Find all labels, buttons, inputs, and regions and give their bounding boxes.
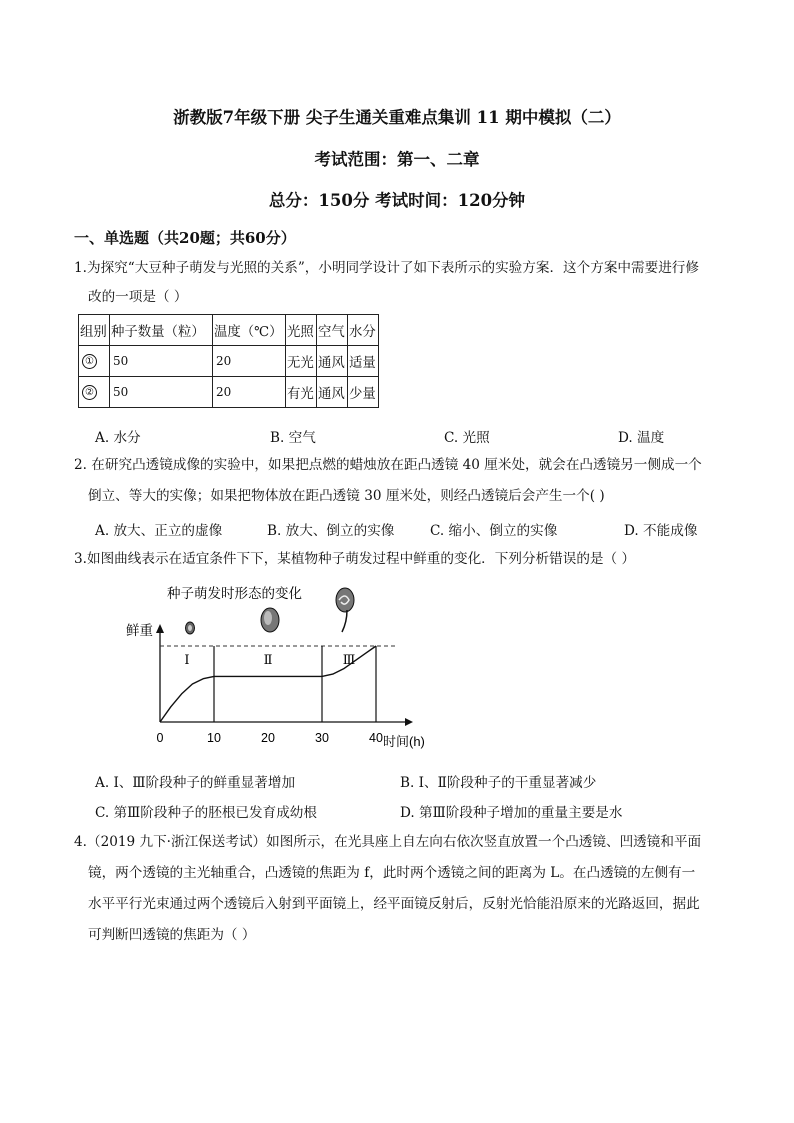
table-cell: 少量 [348, 377, 379, 408]
x-tick-label: 0 [156, 731, 164, 745]
q3-option-a: A. Ⅰ、Ⅲ阶段种子的鲜重显著增加 [95, 775, 296, 791]
chart-top-label: 种子萌发时形态的变化 [167, 586, 302, 601]
y-axis-arrow [156, 624, 164, 633]
q2-option-b: B. 放大、倒立的实像 [267, 523, 395, 539]
q3-stem-line1: 3.如图曲线表示在适宜条件下下，某植物种子萌发过程中鲜重的变化．下列分析错误的是（ ） [74, 551, 636, 567]
table-header-cell: 水分 [348, 315, 379, 346]
table-header-cell: 种子数量（粒） [110, 315, 213, 346]
stage-label: Ⅱ [263, 653, 273, 668]
x-tick-label: 40 [369, 731, 383, 745]
q4-stem-line4: 可判断凹透镜的焦距为（ ） [88, 927, 256, 943]
q1-option-a: A. 水分 [95, 430, 141, 446]
table-cell: 通风 [317, 377, 348, 408]
q3-option-d: D. 第Ⅲ阶段种子增加的重量主要是水 [400, 805, 623, 821]
q2-stem-line2: 倒立、等大的实像；如果把物体放在距凸透镜 30 厘米处，则经凸透镜后会产生一个( ) [88, 488, 605, 504]
q4-stem-line2: 镜，两个透镜的主光轴重合，凸透镜的焦距为 f，此时两个透镜之间的距离为 L。在凸透镜的左侧有一 [88, 865, 696, 881]
table-cell: 50 [110, 377, 213, 408]
q3-option-b: B. Ⅰ、Ⅱ阶段种子的干重显著减少 [400, 775, 597, 791]
q1-stem-line2: 改的一项是（ ） [88, 289, 188, 305]
exam-scope: 考试范围：第一、二章 [314, 150, 480, 169]
x-tick-label: 30 [315, 731, 329, 745]
table-row [79, 346, 379, 377]
score-and-time: 总分：150分 考试时间：120分钟 [268, 191, 526, 210]
table-cell [79, 346, 110, 377]
chart-y-label: 鲜重 [126, 623, 153, 638]
section-heading: 一、单选题（共20题；共60分） [74, 229, 296, 247]
table-cell [79, 377, 110, 408]
chart-plot-area [156, 624, 413, 745]
table-cell: 无光 [286, 346, 317, 377]
group-number: ① [82, 354, 97, 369]
table-cell: 50 [110, 346, 213, 377]
q1-stem-line1: 1.为探究“大豆种子萌发与光照的关系”，小明同学设计了如下表所示的实验方案．这个方案中需要进行修 [74, 260, 699, 276]
x-tick-label: 20 [261, 731, 275, 745]
q2-option-a: A. 放大、正立的虚像 [95, 523, 223, 539]
table-cell: 20 [213, 377, 286, 408]
experiment-table [78, 314, 379, 408]
table-header-cell: 组别 [79, 315, 110, 346]
document-title: 浙教版7年级下册 尖子生通关重难点集训 11 期中模拟（二） [173, 108, 621, 127]
seed-swollen-illustration [261, 608, 279, 632]
q4-stem-line3: 水平平行光束通过两个透镜后入射到平面镜上，经平面镜反射后，反射光恰能沿原来的光路返回，据此 [88, 896, 700, 912]
q1-option-d: D. 温度 [618, 430, 665, 446]
chart-x-label: 时间(h) [383, 734, 425, 749]
q1-option-b: B. 空气 [270, 430, 316, 446]
table-row [79, 377, 379, 408]
table-header-row [79, 315, 379, 346]
table-cell: 20 [213, 346, 286, 377]
q2-option-c: C. 缩小、倒立的实像 [430, 523, 558, 539]
table-cell: 通风 [317, 346, 348, 377]
seed-germinated-illustration [336, 588, 354, 632]
q3-option-c: C. 第Ⅲ阶段种子的胚根已发育成幼根 [95, 805, 317, 821]
x-tick-label: 10 [207, 731, 221, 745]
stage-label: Ⅰ [184, 653, 190, 668]
table-header-cell: 光照 [286, 315, 317, 346]
seed-small-illustration [186, 622, 195, 634]
table-cell: 适量 [348, 346, 379, 377]
table-header-cell: 空气 [317, 315, 348, 346]
table-cell: 有光 [286, 377, 317, 408]
seed-fresh-weight-chart [120, 578, 425, 750]
q4-stem-line1: 4.（2019 九下·浙江保送考试）如图所示，在光具座上自左向右依次竖直放置一个凸透镜、凹透镜和平面 [74, 834, 702, 850]
x-axis-arrow [405, 718, 413, 726]
stage-label: Ⅲ [342, 653, 356, 668]
group-number: ② [82, 385, 97, 400]
q2-stem-line1: 2. 在研究凸透镜成像的实验中，如果把点燃的蜡烛放在距凸透镜 40 厘米处，就会在凸透镜另一侧成一个 [74, 457, 702, 473]
q2-option-d: D. 不能成像 [624, 523, 698, 539]
q1-option-c: C. 光照 [444, 430, 490, 446]
table-header-cell: 温度（℃） [213, 315, 286, 346]
